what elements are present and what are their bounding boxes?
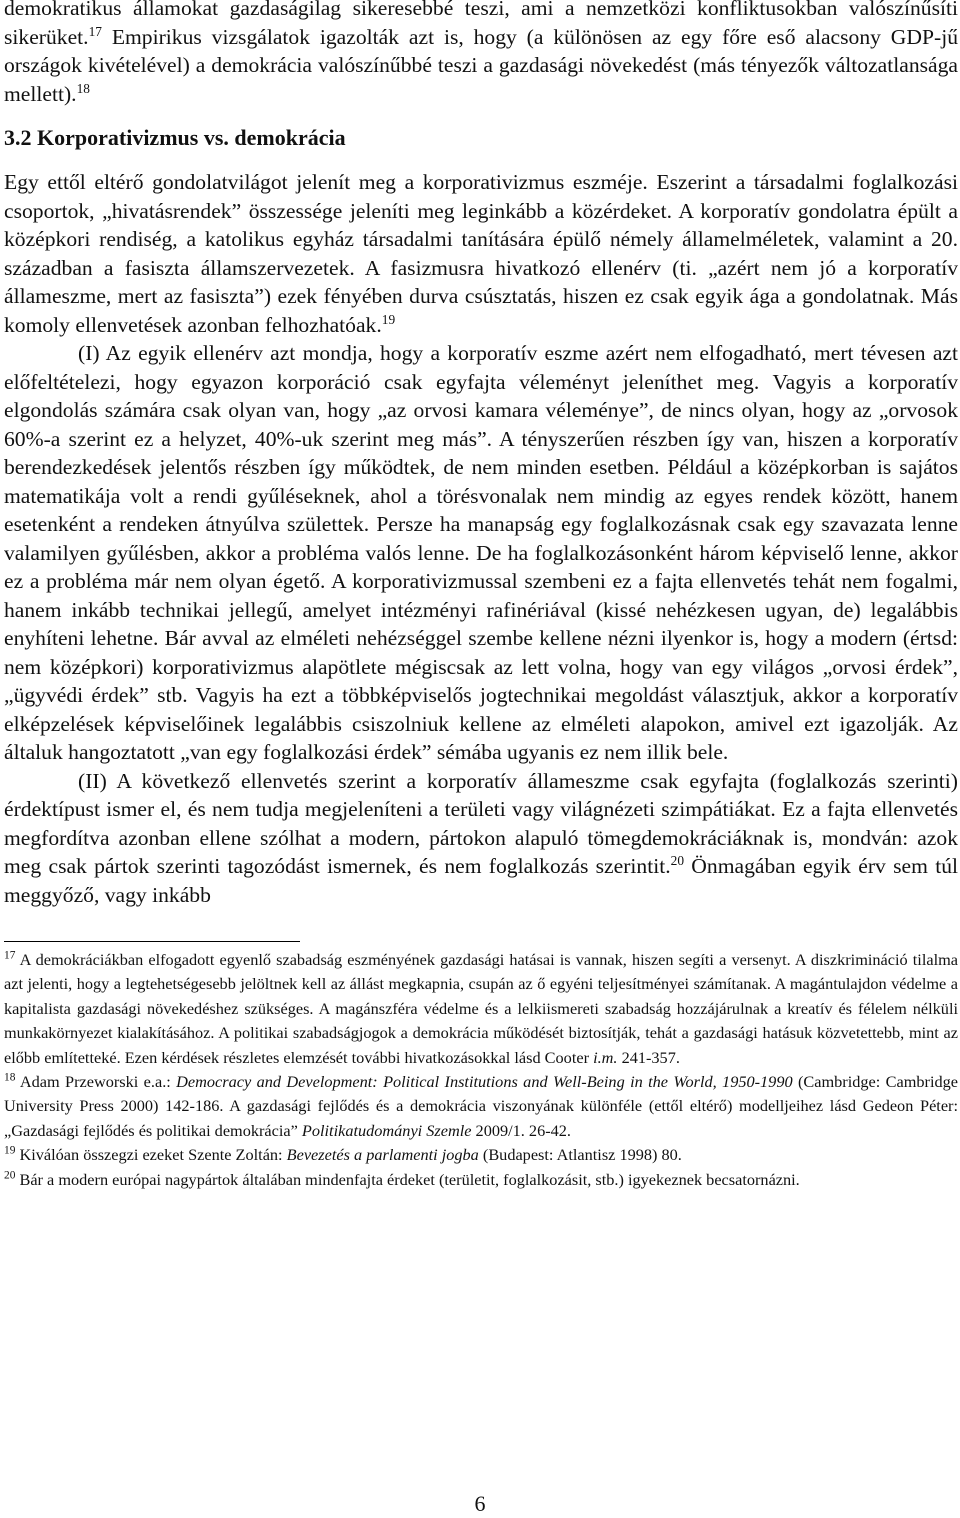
- paragraph-continuation: [4, 0, 958, 108]
- footnote-book-title: Bevezetés a parlamenti jogba: [286, 1145, 479, 1165]
- paragraph-text: Empirikus vizsgálatok igazolták azt is, hogy (a különösen az egy főre eső alacsony GDP-jű országok kivételével) a demokrácia valószínűbbé teszi a gazdasági növekedést (más tényezők változatlansága mellett).: [4, 24, 958, 106]
- footnote-ref-18[interactable]: 18: [76, 80, 90, 96]
- footnote-17: [4, 948, 958, 1070]
- footnote-text: (Budapest: Atlantisz 1998) 80.: [478, 1145, 682, 1165]
- footnote-italic: i.m.: [593, 1047, 618, 1067]
- footnote-ref-20[interactable]: 20: [670, 852, 684, 868]
- paragraph-objection-2: [4, 767, 958, 910]
- document-page: [4, 0, 958, 1192]
- footnote-text: 2009/1. 26-42.: [471, 1120, 571, 1140]
- footnote-text: A demokráciákban elfogadott egyenlő szabadság eszményének gazdasági hatásai is vannak, hiszen segíti a versenyt. A diszkrimináció tilalma azt jelenti, hogy a legtehetségesebb jelöltnek kell az állást megkapnia, csupán az ő egyéni teljesítményei számítanak. A magántulajdon védelme a kapitalista gazdasági növekedéshez szükséges. A magánszféra védelme és a lelkiismereti szabadság hozzájárulnak a kreatív és félelem nélküli munkakörnyezet kialakításához. A politikai szabadságjogok a demokrácia működését biztosítják, tehát a gazdasági hatásuk közvetettebb, mint az előbb említetteké. Ezen kérdések részletes elemzését további hivatkozásokkal lásd Cooter: [4, 950, 958, 1067]
- footnote-19: [4, 1143, 958, 1167]
- footnote-separator: [4, 941, 300, 942]
- main-text: [4, 0, 958, 909]
- paragraph-corporatism: [4, 168, 958, 339]
- footnote-book-title: Democracy and Development: Political Institutions and Well-Being in the World, 1950-1990: [176, 1072, 793, 1092]
- footnote-number: 20: [4, 1169, 16, 1182]
- paragraph-text: (II) A következő ellenvetés szerint a korporatív állameszme csak egyfajta (foglalkozás szerinti) érdektípust ismer el, és nem tudja megjeleníteni a területi vagy világnézeti szimpátiákat. Ez a fajta ellenvetés megfordítva azonban ellene szólhat a modern, pártokon alapuló tömegdemokráciáknak is, mondván: azok meg csak pártok szerinti tagozódást ismernek, és nem foglalkozás szerintit.: [4, 768, 958, 878]
- footnote-18: [4, 1070, 958, 1143]
- section-heading: 3.2 Korporativizmus vs. demokrácia: [4, 125, 346, 150]
- footnote-text: 241-357.: [617, 1047, 680, 1067]
- footnote-number: 18: [4, 1071, 16, 1084]
- footnote-text: Adam Przeworski e.a.:: [15, 1072, 177, 1092]
- footnote-text: (Cambridge: Cambridge University Press 2000) 142-186. A gazdasági fejlődés és a demokrácia viszonyának különféle (ettől eltérő) modelljeihez lásd Gedeon Péter: „Gazdasági fejlődés és politikai demokrácia”: [4, 1072, 958, 1140]
- footnote-number: 19: [4, 1144, 16, 1157]
- page-number: 6: [474, 1491, 486, 1516]
- footnote-text: Kiválóan összegzi ezeket Szente Zoltán:: [15, 1145, 287, 1165]
- footnote-journal-title: Politikatudományi Szemle: [301, 1120, 472, 1140]
- footnote-ref-19[interactable]: 19: [381, 311, 396, 327]
- footnote-20: [4, 1168, 958, 1192]
- paragraph-objection-1: (I) Az egyik ellenérv azt mondja, hogy a korporatív eszme azért nem elfogadható, mert tévesen azt előfeltételezi, hogy egyazon korporáció csak egyfajta véleményt jeleníthet meg. Vagyis a korporatív elgondolás számára csak olyan van, hogy „az orvosi kamara véleménye”, de nincs olyan, hogy az „orvosok 60%-a szerint ez a helyzet, 40%-uk szerint meg más”. A tényszerűen részben így van, hiszen a korporatív berendezkedések jelentős részben így működtek, de nem minden esetben. Például a középkorban is sajátos matematikája volt a rendi gyűléseknek, ahol a törésvonalak nem mindig az egyes rendek között, hanem esetenként a rendeken átnyúlva születtek. Persze ha manapság egy foglalkozásnak csak egy szavazata lenne valamilyen gyűlésben, akkor a probléma valós lenne. De ha foglalkozásonként három képviselő lenne, akkor ez a probléma már nem olyan égető. A korporativizmussal szembeni ez a fajta ellenvetés tehát nem fogalmi, hanem inkább technikai jellegű, amelyet intézményi rafinériával (kissé nehézkesen ugyan, de) legalábbis enyhíteni lehetne. Bár avval az elméleti nehézséggel szembe kellene nézni ilyenkor is, hogy a modern (értsd: nem középkori) korporativizmus alapötlete mégiscsak az lett volna, hogy van egy világos „orvosi érdek”, „ügyvédi érdek” stb. Vagyis ha ezt a többképviselős jogtechnikai megoldást választjuk, akkor a korporatív elképzelések képviselőinek legalábbis csiszolniuk kellene az elméleti alapokon, amivel ezt igazolják. Az általuk hangoztatott „van egy foglalkozási érdek” sémába ugyanis ez nem illik bele.: [4, 341, 958, 764]
- footnote-text: Bár a modern európai nagypártok általában mindenfajta érdeket (területit, foglalkozásit, stb.) igyekeznek becsatornázni.: [15, 1169, 800, 1189]
- paragraph-text: Egy ettől eltérő gondolatvilágot jelenít meg a korporativizmus eszméje. Eszerint a társadalmi foglalkozási csoportok, „hivatásrendek” összessége jeleníti meg leginkább a közérdeket. A korporatív gondolatra épült a középkori rendiség, a katolikus egyház társadalmi tanítására épülő némely államelméletek, valamint a 20. században a fasiszta államszervezetek. A fasizmusra hivatkozó ellenérv (ti. „azért nem jó a korporatív állameszme, mert az fasiszta”) ezek fényében durva csúsztatás, hiszen ez csak egyik ága a gondolatnak. Más komoly ellenvetések azonban felhozhatóak.: [4, 170, 958, 337]
- paragraph-text: demokratikus államokat gazdaságilag sikeresebbé teszi, ami a nemzetközi konfliktusokban valószínűsíti sikerüket.: [4, 0, 958, 49]
- footnote-ref-17[interactable]: 17: [88, 23, 102, 39]
- footnotes: [4, 948, 958, 1192]
- paragraph-text: Önmagában egyik érv sem túl meggyőző, vagy inkább: [4, 854, 959, 907]
- footnote-number: 17: [4, 949, 16, 962]
